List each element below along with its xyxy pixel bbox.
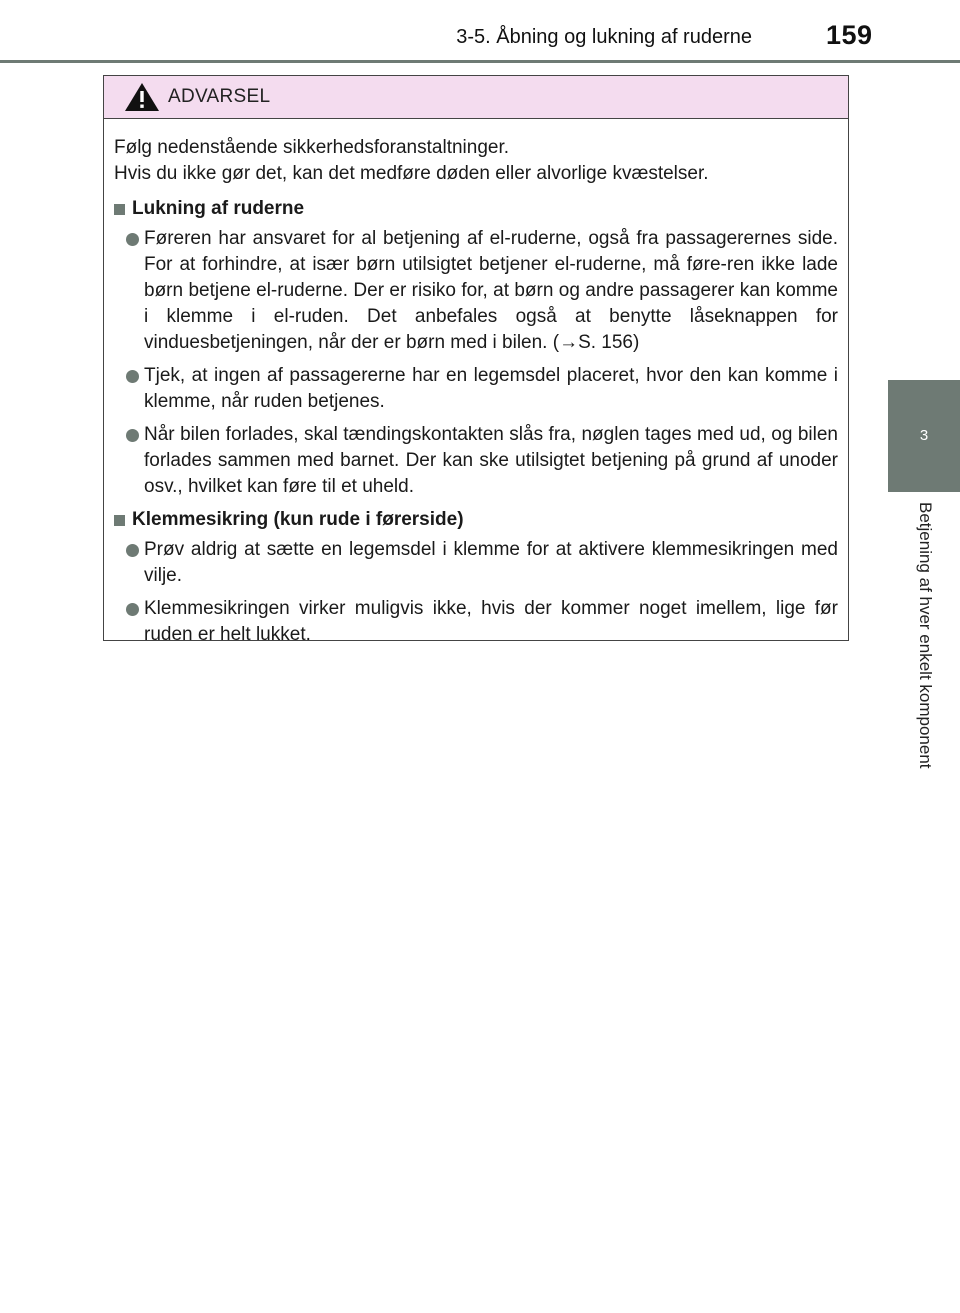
section-title: 3-5. Åbning og lukning af ruderne (456, 26, 752, 48)
section-heading-text: Lukning af ruderne (132, 198, 305, 219)
list-item-text: Når bilen forlades, skal tændingskontakten slås fra, nøglen tages med ud, og bilen forlades sammen med barnet. Der kan ske utilsigtet betjening på grund af unoder osv., hvilket kan føre til et uheld. (144, 424, 838, 497)
chapter-title: Betjening af hver enkelt komponent (916, 502, 935, 769)
warning-header (104, 76, 848, 119)
section-heading-text: Klemmesikring (kun rude i førerside) (132, 509, 464, 530)
section-heading (114, 507, 838, 533)
circle-bullet-icon (126, 429, 139, 442)
warning-box (103, 75, 849, 645)
list-item (114, 363, 838, 415)
intro-line: Følg nedenstående sikkerhedsforanstaltninger. (114, 137, 510, 158)
warning-body (104, 119, 848, 648)
list-item (114, 226, 838, 356)
square-bullet-icon (114, 515, 125, 526)
list-item-text: Føreren har ansvaret for al betjening af el-ruderne, også fra passagerernes side. For at forhindre, at især børn utilsigtet betjener el-ruderne, må føre-ren ikke lade børn betjene el-ruderne. Der er risiko for, at børn og andre passagerer kan komme i klemme i el-ruden. Det anbefales også at benytte låseknappen for vinduesbetjeningen, når der er børn med i bilen. (→S. 156) (144, 228, 838, 353)
square-bullet-icon (114, 204, 125, 215)
circle-bullet-icon (126, 603, 139, 616)
warning-label: ADVARSEL (168, 86, 271, 107)
list-item (114, 537, 838, 589)
section-heading (114, 196, 838, 222)
chapter-number: 3 (919, 427, 929, 444)
list-item-text: Tjek, at ingen af passagererne har en legemsdel placeret, hvor den kan komme i klemme, når ruden betjenes. (144, 365, 838, 412)
circle-bullet-icon (126, 544, 139, 557)
list-item (114, 422, 838, 500)
list-item (114, 596, 838, 648)
circle-bullet-icon (126, 233, 139, 246)
list-item-text: Klemmesikringen virker muligvis ikke, hvis der kommer noget imellem, lige før ruden er helt lukket. (144, 598, 838, 645)
header-divider (0, 60, 960, 63)
circle-bullet-icon (126, 370, 139, 383)
warning-triangle-icon (124, 82, 160, 112)
chapter-tab (888, 380, 960, 492)
list-item-text: Prøv aldrig at sætte en legemsdel i klemme for at aktivere klemmesikringen med vilje. (144, 539, 838, 586)
page-number: 159 (826, 20, 873, 50)
intro-line: Hvis du ikke gør det, kan det medføre døden eller alvorlige kvæstelser. (114, 163, 709, 184)
